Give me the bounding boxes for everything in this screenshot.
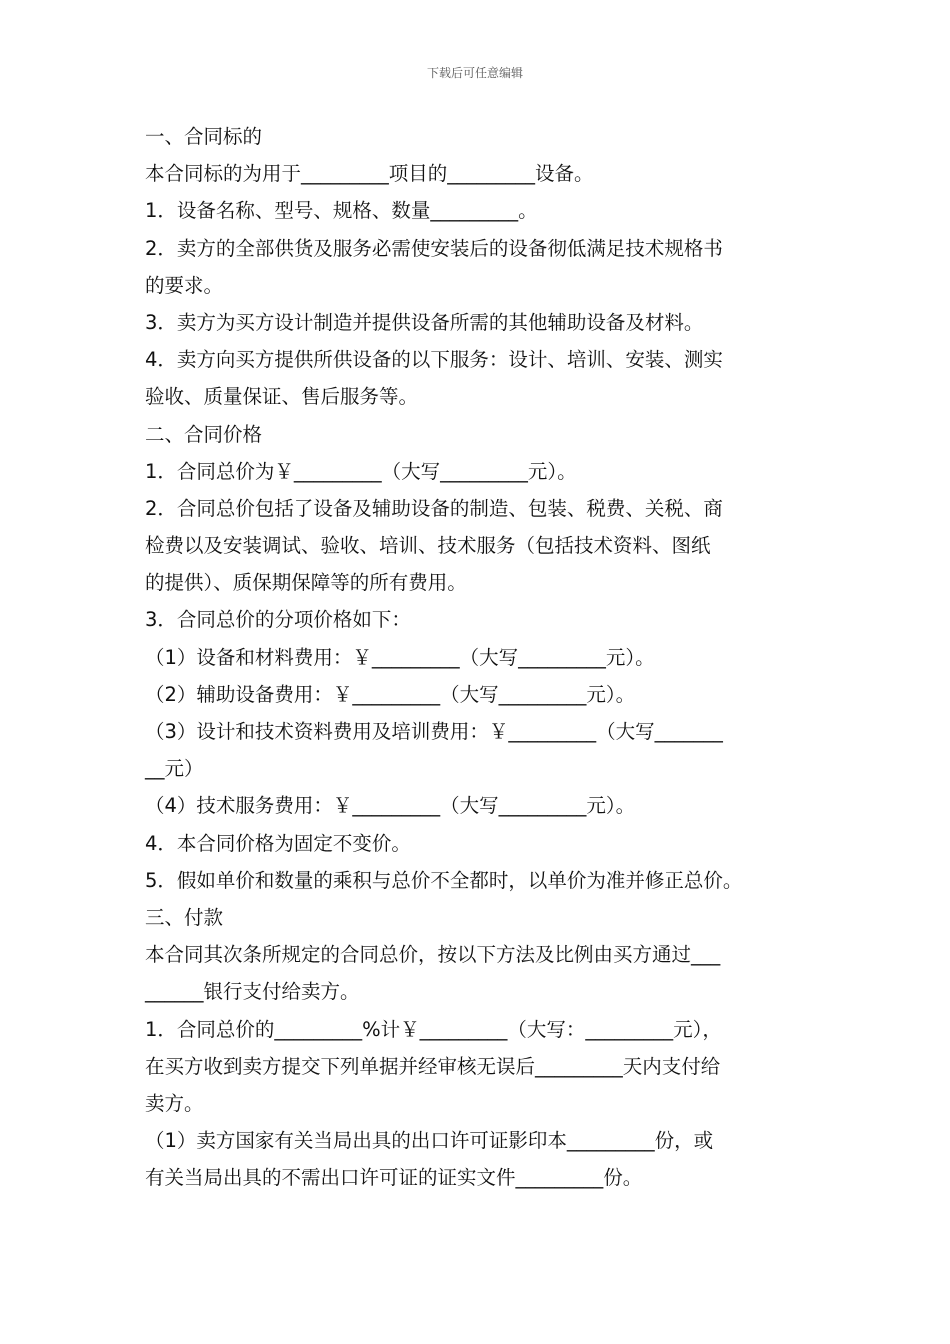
text-line: 有关当局出具的不需出口许可证的证实文件_________份。 bbox=[145, 1166, 643, 1190]
section-heading-2: 二、合同价格 bbox=[145, 422, 263, 446]
text-line: 本合同其次条所规定的合同总价，按以下方法及比例由买方通过___ bbox=[145, 943, 721, 967]
text-line: ______银行支付给卖方。 bbox=[145, 980, 360, 1004]
text-line: 2．合同总价包括了设备及辅助设备的制造、包装、税费、关税、商 bbox=[145, 496, 723, 520]
page-header: 下载后可任意编辑 bbox=[426, 66, 523, 80]
document-body bbox=[145, 118, 825, 1196]
text-line: 的要求。 bbox=[145, 273, 224, 297]
text-line: __元） bbox=[145, 757, 204, 781]
text-line: 4．卖方向买方提供所供设备的以下服务：设计、培训、安装、测实 bbox=[145, 348, 723, 372]
text-line: （2）辅助设备费用：￥_________（大写_________元）。 bbox=[145, 682, 636, 706]
text-line: （4）技术服务费用：￥_________（大写_________元）。 bbox=[145, 794, 636, 818]
text-line: 本合同标的为用于_________项目的_________设备。 bbox=[145, 162, 594, 186]
section-heading-1: 一、合同标的 bbox=[145, 125, 263, 148]
text-line: 验收、质量保证、售后服务等。 bbox=[145, 385, 419, 409]
text-line: 卖方。 bbox=[145, 1091, 204, 1115]
text-line: 1．合同总价为￥_________（大写_________元）。 bbox=[145, 459, 577, 483]
text-line: 3．卖方为买方设计制造并提供设备所需的其他辅助设备及材料。 bbox=[145, 310, 704, 334]
text-line: （3）设计和技术资料费用及培训费用：￥_________（大写_______ bbox=[145, 720, 723, 743]
text-line: 的提供）、质保期保障等的所有费用。 bbox=[145, 571, 467, 595]
text-line: （1）卖方国家有关当局出具的出口许可证影印本_________份，或 bbox=[145, 1129, 714, 1153]
text-line: （1）设备和材料费用：￥_________（大写_________元）。 bbox=[145, 645, 655, 669]
text-line: 检费以及安装调试、验收、培训、技术服务（包括技术资料、图纸 bbox=[145, 534, 711, 558]
text-line: 1．设备名称、型号、规格、数量_________。 bbox=[145, 199, 538, 223]
text-line: 2．卖方的全部供货及服务必需使安装后的设备彻低满足技术规格书 bbox=[145, 236, 723, 260]
section-heading-3: 三、付款 bbox=[145, 905, 224, 929]
text-line: 在买方收到卖方提交下列单据并经审核无误后_________天内支付给 bbox=[145, 1054, 721, 1078]
text-line: 1．合同总价的_________%计￥_________（大写：_________元）， bbox=[145, 1017, 722, 1041]
text-line: 5．假如单价和数量的乘积与总价不全都时，以单价为准并修正总价。 bbox=[145, 868, 743, 892]
text-line: 4．本合同价格为固定不变价。 bbox=[145, 831, 411, 855]
text-line: 3．合同总价的分项价格如下： bbox=[145, 608, 411, 632]
